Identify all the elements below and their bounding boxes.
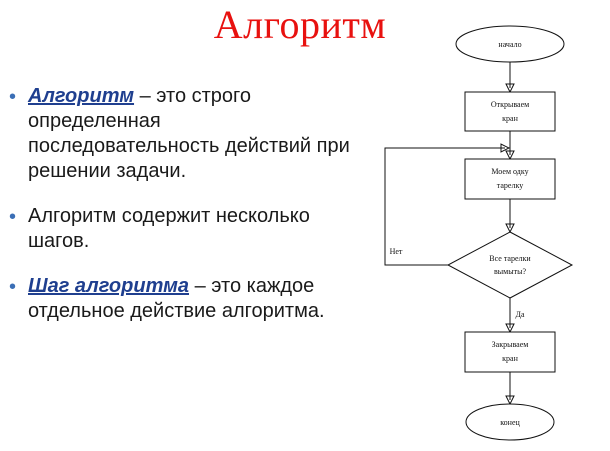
page-title: Алгоритм (213, 2, 387, 47)
flowchart (360, 0, 610, 451)
node-open-tap-label-1: Открываем (490, 99, 530, 109)
bullet-text: – это строго определенная последовательность действий при решении задачи. (28, 85, 350, 182)
bullet-text: Алгоритм содержит несколько шагов. (28, 205, 310, 252)
node-wash-plate (465, 159, 555, 199)
node-close-tap-label-2: кран (502, 353, 518, 363)
bullet-term: Шаг алгоритма (28, 275, 190, 297)
bullet-text: – это каждое отдельное действие алгоритма. (28, 275, 325, 322)
node-open-tap (465, 92, 555, 131)
node-start-label: начало (498, 39, 522, 49)
node-decision (448, 232, 572, 298)
list-item (6, 274, 356, 324)
node-decision-label-1: Все тарелки (489, 253, 531, 263)
edge-label-yes: Да (515, 310, 525, 319)
list-item (6, 204, 356, 254)
bullet-marker: • (9, 276, 17, 298)
node-close-tap-label-1: Закрываем (491, 339, 529, 349)
node-end-label: конец (500, 417, 520, 427)
edge-label-no: Нет (389, 247, 403, 256)
node-wash-plate-label-1: Моем одку (491, 166, 529, 176)
bullet-marker: • (9, 86, 17, 108)
bullet-marker: • (9, 206, 17, 228)
node-open-tap-label-2: кран (502, 113, 518, 123)
list-item (6, 84, 356, 184)
node-close-tap (465, 332, 555, 372)
node-decision-label-2: вымыты? (493, 266, 527, 276)
node-wash-plate-label-2: тарелку (496, 180, 524, 190)
bullet-list (6, 84, 356, 344)
bullet-term: Алгоритм (28, 85, 135, 107)
